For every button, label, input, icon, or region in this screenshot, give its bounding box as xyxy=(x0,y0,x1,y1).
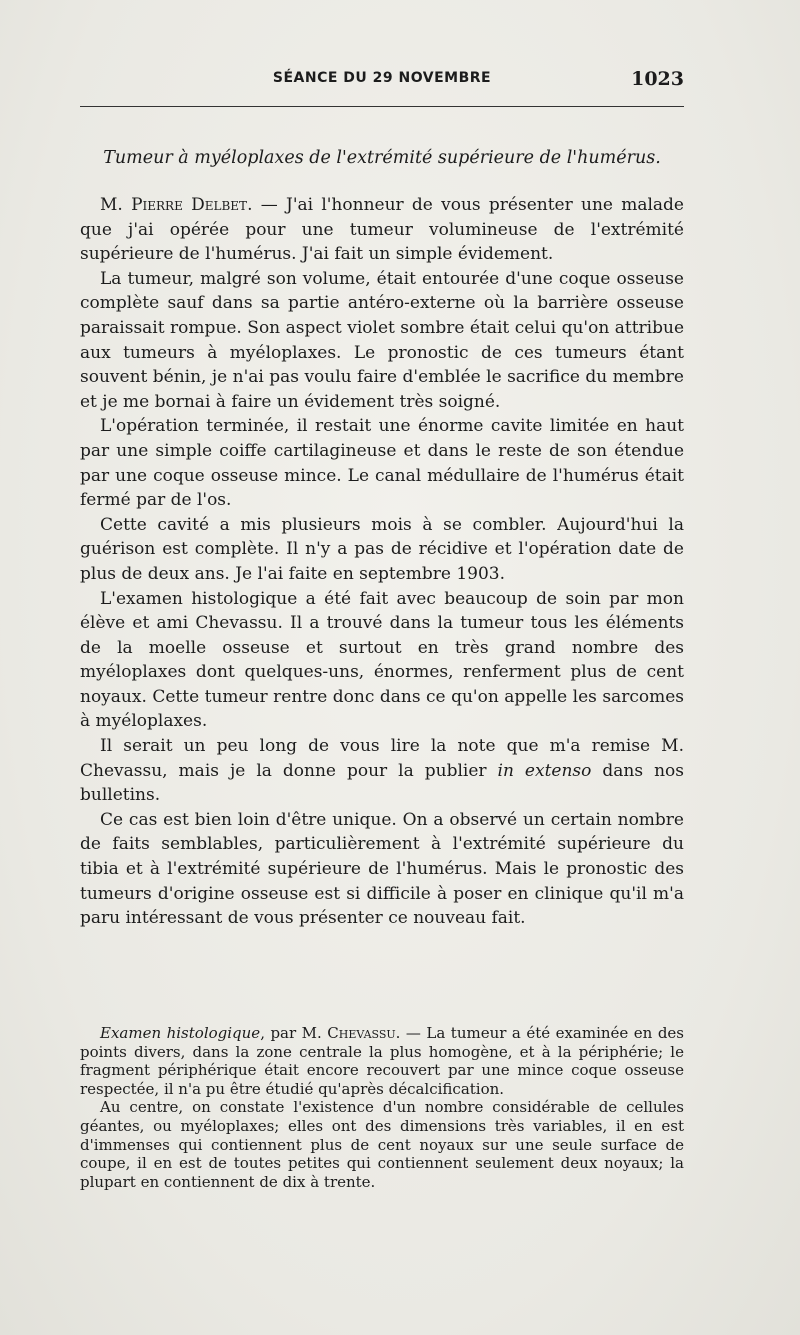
header-rule xyxy=(80,106,684,107)
paragraph-6-italic: in extenso xyxy=(497,760,592,781)
speaker-name: Pierre Delbet xyxy=(131,195,248,215)
page-number: 1023 xyxy=(631,68,684,90)
paragraph-7: Ce cas est bien loin d'être unique. On a observé un certain nombre de faits semblables, particulièrement à l'extrémité supérieure du tibia et à l'extrémité supérieure de l'humérus. Mais le pronostic des tumeurs d'origine osseuse est si difficile à poser en clinique qu'il m'a paru intéressant de vous présenter ce nouveau fait. xyxy=(80,809,684,929)
note-author: Chevassu xyxy=(327,1024,396,1042)
article-body xyxy=(80,193,684,931)
paragraph-4: Cette cavité a mis plusieurs mois à se combler. Aujourd'hui la guérison est complète. Il n'y a pas de récidive et l'opération date de plus de deux ans. Je l'ai faite en septembre 1903. xyxy=(80,514,684,584)
note-heading: Examen histologique xyxy=(100,1024,261,1042)
paragraph-1-text: . — J'ai l'honneur de vous présenter une malade que j'ai opérée pour une tumeur volumineuse de l'extrémité supérieure de l'humérus. J'ai fait un simple évidement. xyxy=(80,195,684,265)
note-by: , par M. xyxy=(260,1024,328,1042)
histology-note xyxy=(80,1024,684,1191)
note-paragraph-1 xyxy=(80,1024,684,1098)
paragraph-3: L'opération terminée, il restait une énorme cavite limitée en haut par une simple coiffe cartilagineuse et dans le reste de son étendue par une coque osseuse mince. Le canal médullaire de l'humérus était fermé par de l'os. xyxy=(80,416,684,511)
speaker-prefix: M. xyxy=(100,195,132,215)
running-header xyxy=(80,68,684,98)
paragraph-6-after: dans nos bulletins. xyxy=(80,760,684,806)
note-paragraph-1-text: . — La tumeur a été examinée en des points divers, dans la zone centrale la plus homogène, et à la périphérie; le fragment périphérique était encore recouvert par une mince coque osseuse respectée, il n'a pu être étudié qu'après décalcification. xyxy=(80,1024,684,1098)
paragraph-2: La tumeur, malgré son volume, était entourée d'une coque osseuse complète sauf dans sa partie antéro-externe où la barrière osseuse paraissait rompue. Son aspect violet sombre était celui qu'on attribue aux tumeurs à myéloplaxes. Le pronostic de ces tumeurs étant souvent bénin, je n'ai pas voulu faire d'emblée le sacrifice du membre et je me bornai à faire un évidement très soigné. xyxy=(80,268,684,412)
running-title: SÉANCE DU 29 NOVEMBRE xyxy=(272,70,492,86)
article-title: Tumeur à myéloplaxes de l'extrémité supérieure de l'humérus. xyxy=(103,148,661,168)
note-paragraph-2: Au centre, on constate l'existence d'un nombre considérable de cellules géantes, ou myéloplaxes; elles ont des dimensions très variables, il en est d'immenses qui contiennent plus de cent noyaux sur une seule surface de coupe, il en est de toutes petites qui contiennent seulement deux noyaux; la plupart en contiennent de dix à trente. xyxy=(80,1098,684,1191)
paragraph-6-before: Il serait un peu long de vous lire la note que m'a remise M. Chevassu, mais je la donne pour la publier xyxy=(80,736,684,781)
paragraph-6 xyxy=(80,734,684,808)
paragraph-1 xyxy=(80,193,684,267)
paragraph-5: L'examen histologique a été fait avec beaucoup de soin par mon élève et ami Chevassu. Il a trouvé dans la tumeur tous les éléments de la moelle osseuse et surtout en très grand nombre des myéloplaxes dont quelques-uns, énormes, renferment plus de cent noyaux. Cette tumeur rentre donc dans ce qu'on appelle les sarcomes à myéloplaxes. xyxy=(80,588,684,732)
